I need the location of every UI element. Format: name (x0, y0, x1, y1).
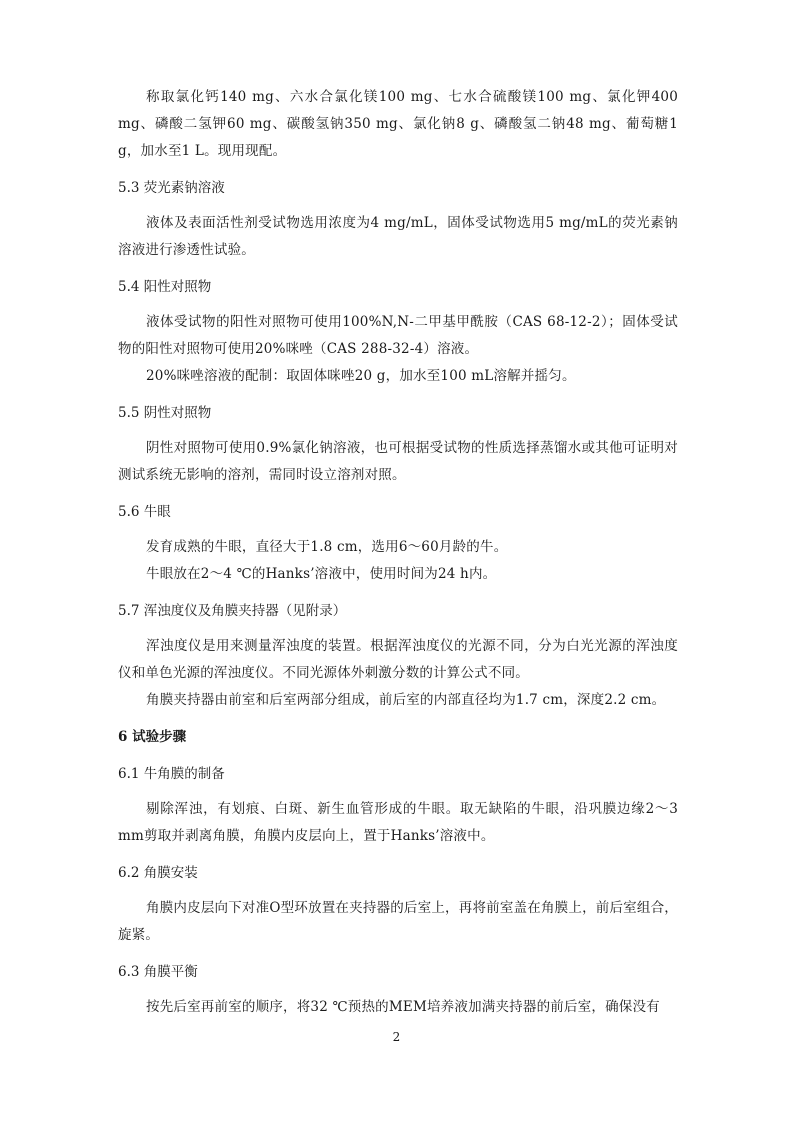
paragraph-5-6-b: 牛眼放在2～4 ℃的Hanks’溶液中，使用时间为24 h内。 (146, 566, 497, 582)
heading-5-5: 5.5 阴性对照物 (118, 405, 212, 421)
paragraph-5-7-b: 角膜夹持器由前室和后室两部分组成，前后室的内部直径均为1.7 cm，深度2.2 cm。 (146, 692, 666, 708)
paragraph-5-3: 液体及表面活性剂受试物选用浓度为4 mg/mL，固体受试物选用5 mg/mL的荧光素钠溶液进行渗透性试验。 (118, 215, 678, 258)
paragraph-5-7-a: 浑浊度仪是用来测量浑浊度的装置。根据浑浊度仪的光源不同，分为白光光源的浑浊度仪和单色光源的浑浊度仪。不同光源体外刺激分数的计算公式不同。 (118, 638, 678, 681)
document-body (118, 84, 678, 1021)
paragraph-5-4-a: 液体受试物的阳性对照物可使用100%N,N-二甲基甲酰胺（CAS 68-12-2）；固体受试物的阳性对照物可使用20%咪唑（CAS 288-32-4）溶液。 (118, 314, 678, 357)
heading-6-1: 6.1 牛角膜的制备 (118, 766, 225, 782)
heading-5-4: 5.4 阳性对照物 (118, 279, 212, 295)
paragraph-6-1: 剔除浑浊，有划痕、白斑、新生血管形成的牛眼。取无缺陷的牛眼，沿巩膜边缘2～3 mm剪取并剥离角膜，角膜内皮层向上，置于Hanks’溶液中。 (118, 801, 678, 844)
heading-5-7: 5.7 浑浊度仪及角膜夹持器（见附录） (118, 603, 347, 619)
page-number: 2 (392, 1030, 401, 1044)
heading-6-3: 6.3 角膜平衡 (118, 964, 198, 980)
paragraph-5-6-a: 发育成熟的牛眼，直径大于1.8 cm，选用6～60月龄的牛。 (146, 539, 508, 555)
heading-6: 6 试验步骤 (118, 729, 187, 745)
heading-5-6: 5.6 牛眼 (118, 504, 171, 520)
paragraph-5-4-b: 20%咪唑溶液的配制：取固体咪唑20 g，加水至100 mL溶解并摇匀。 (146, 368, 576, 384)
paragraph-6-2: 角膜内皮层向下对准O型环放置在夹持器的后室上，再将前室盖在角膜上，前后室组合，旋紧。 (118, 900, 678, 943)
heading-6-2: 6.2 角膜安装 (118, 865, 198, 881)
paragraph-solution-recipe: 称取氯化钙140 mg、六水合氯化镁100 mg、七水合硫酸镁100 mg、氯化钾400 mg、磷酸二氢钾60 mg、碳酸氢钠350 mg、氯化钠8 g、磷酸氢二钠48 mg、葡萄糖1 g，加水至1 L。现用现配。 (118, 89, 678, 159)
paragraph-5-5: 阴性对照物可使用0.9%氯化钠溶液，也可根据受试物的性质选择蒸馏水或其他可证明对测试系统无影响的溶剂，需同时设立溶剂对照。 (118, 440, 678, 483)
heading-5-3: 5.3 荧光素钠溶液 (118, 180, 225, 196)
paragraph-6-3: 按先后室再前室的顺序，将32 ℃预热的MEM培养液加满夹持器的前后室，确保没有 (146, 999, 660, 1015)
